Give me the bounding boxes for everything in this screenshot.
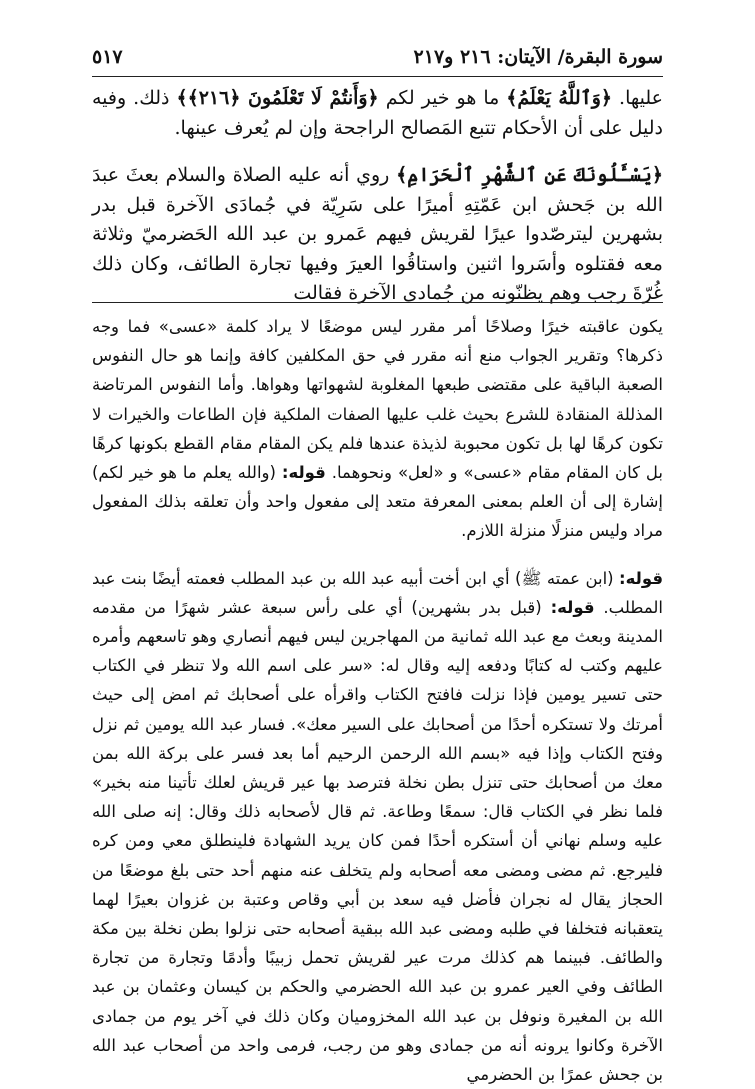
main-text-segment: على أن الأحكام تتبع المَصالح الراجحة وإن لم يُعرف عينها. bbox=[174, 116, 623, 139]
main-paragraph-2 bbox=[92, 161, 663, 309]
quran-quote: ﴿وَأَنتُمْ لَا تَعْلَمُونَ ﴿٢١٦﴾﴾ bbox=[176, 87, 379, 109]
commentary-paragraph-1 bbox=[92, 312, 663, 546]
main-text-segment: جَحش ابن عَمّتِهِ أميرًا على سَرِيّة في جُمادَى الآخرة قبل بدر بشهرين ليترصّدوا عيرًا bbox=[92, 193, 663, 245]
commentary-segment: (ابن عمته ﷺ) أي ابن أخت أبيه عبد الله بن عبد المطلب فعمته أيضًا بنت عبد المطلب. bbox=[92, 568, 663, 617]
running-title: سورة البقرة/ الآيتان: ٢١٦ و٢١٧ bbox=[413, 46, 663, 68]
main-paragraph-1 bbox=[92, 84, 663, 143]
commentary-text bbox=[92, 312, 663, 1089]
qawluhu-label: قوله: bbox=[550, 597, 595, 617]
page-number: ٥١٧ bbox=[92, 46, 123, 68]
main-text-segment: لقريش فيهم عَمرو بن عبد الله الحَضرميّ وثلاثة معه فقتلوه وأسَروا اثنين واستاقُوا العيرَ bbox=[92, 223, 663, 275]
page-header bbox=[92, 42, 663, 77]
commentary-segment: يكون عاقبته خيرًا وصلاحًا أمر مقرر ليس موضعًا لا يراد كلمة «عسى» فما وجه ذكرها؟ وتقرير الجواب منع أنه مقرر في حق المكلفين كافة وإنما هو حال النفوس الصعبة الباقية على مقتضى طبعها المغلوبة لشهواتها وهواها. وأما النفوس المرتاضة المذللة المنقادة للشرع بحيث غلب عليها الصفات الملكية فإن الطاعات والخيرات لا تكون كرهًا لها بل تكون محبوبة لذيذة عندها فلم يكن المقام مقام القطع بكونها كرهًا بل كان المقام مقام «عسى» و «لعل» ونحوهما. bbox=[92, 317, 663, 483]
qawluhu-label: قوله: bbox=[281, 463, 326, 483]
commentary-segment: (والله يعلم ما هو خير لكم) إشارة إلى أن العلم بمعنى المعرفة متعد إلى مفعول واحد وأن تعلقه بذلك المفعول مراد وليس منزلًا منزلة اللازم. bbox=[92, 463, 663, 541]
main-text-segment: ما هو خير لكم bbox=[385, 87, 500, 109]
quran-quote: ﴿يَسْـَٔلُونَكَ عَنِ ٱلشَّهْرِ ٱلْحَرَامِ﴾ bbox=[396, 164, 663, 186]
main-text-segment: ذلك. وفيه دليل bbox=[92, 87, 663, 139]
commentary-paragraph-2 bbox=[92, 564, 663, 1089]
commentary-segment: (قبل بدر بشهرين) أي على رأس سبعة عشر شهرًا من مقدمه المدينة وبعث مع عبد الله ثمانية من المهاجرين ليس فيهم أنصاري وهو تاسعهم وأمره عليهم وكتب له كتابًا ودفعه إليه وقال له: «سر على اسم الله ولا تنظر في الكتاب حتى تسير يومين فإذا نزلت فافتح الكتاب واقرأه على أصحابك ثم امض إلى حيث أمرتك ولا تستكره أحدًا من أصحابك على السير معك». فسار عبد الله يومين ثم نزل وفتح الكتاب وإذا فيه «بسم الله الرحمن الرحيم أما بعد فسر على بركة الله بمن معك من أصحابك حتى تنزل بطن نخلة فترصد بها عير قريش لعلك تأتينا منه بخير» فلما نظر في الكتاب قال: سمعًا وطاعة. ثم قال لأصحابه ذلك وقال: إنه صلى الله عليه وسلم نهاني أن أستكره أحدًا فمن كان يريد الشهادة فلينطلق معي ومن كره فليرجع. ثم مضى ومضى معه أصحابه ولم يتخلف عنه منهم أحد حتى بلغ موضعًا من الحجاز يقال له نجران فأضل فيه سعد بن أبي وقاص وعتبة بن غزوان بعيرًا لهما يتعقبانه فتخلفا في طلبه ومضى عبد الله ببقية أصحابه حتى نزلوا بطن نخلة بين مكة والطائف. فبينما هم كذلك مرت عير لقريش تحمل زبيبًا وأدمًا وتجارة من تجارة الطائف وفي العير عمرو بن عبد الله الحضرمي والحكم بن كيسان وعثمان بن عبد الله بن المغيرة ونوفل بن عبد الله المخزوميان وكان ذلك في آخر يوم من جمادى الآخرة وكانوا يرونه أنه من جمادى وهو من رجب، فرمى واحد من أصحاب عبد الله بن جحش عمرًا بن الحضرمي bbox=[92, 597, 663, 1085]
quran-quote: ﴿وَٱللَّهُ يَعْلَمُ﴾ bbox=[506, 87, 613, 109]
main-text bbox=[92, 84, 663, 309]
main-text-segment: وفيها تجارة الطائف، وكان ذلك غُرّةَ رجب وهم يظنّونه من جُمادى الآخرة فقالت bbox=[92, 252, 663, 304]
main-text-segment: روي أنه عليه الصلاة والسلام بعثَ عبدَ الله بن bbox=[92, 164, 664, 216]
main-text-segment: عليها. bbox=[619, 87, 663, 109]
section-divider bbox=[92, 302, 663, 303]
qawluhu-label: قوله: bbox=[619, 568, 663, 588]
